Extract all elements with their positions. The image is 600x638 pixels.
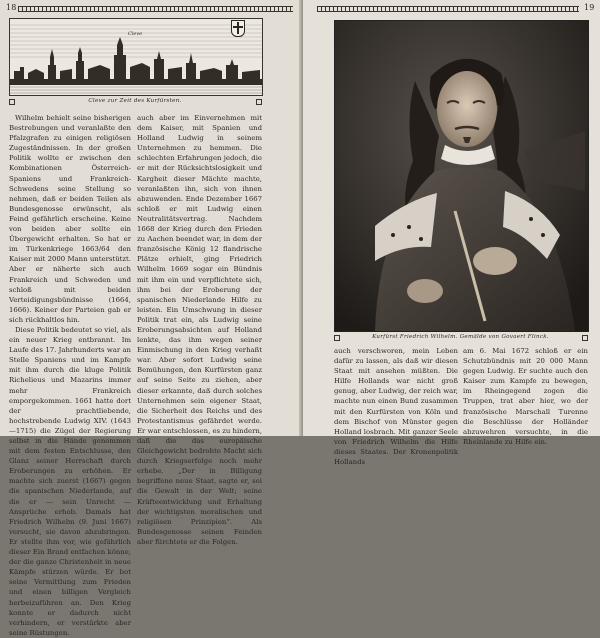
text-column-4 [463, 346, 588, 446]
portrait-caption: Kurfürst Friedrich Wilhelm. Gemälde von Govaert Flinck. [372, 334, 549, 340]
right-page [303, 0, 600, 467]
city-engraving [9, 18, 263, 96]
engraving-label: Cleve [128, 31, 143, 37]
text-column-3 [334, 346, 458, 467]
paragraph: am 6. Mai 1672 schloß er ein Schutzbündnis mit 20 000 Mann gegen Ludwig. Er suchte auch den Kaiser zum Kampfe zu bewegen, im Rheingegend zogen die Truppen, trat aber hier, wo der französische Marschall Turenne die Beschlüsse der Holländer abzuwehren versuchte, in die Rheinlande zu Hilfe ein. [463, 347, 588, 446]
paragraph: auch verschworen, mein Leben dafür zu lassen, als daß wir diesen Staat mit ansehen müßten. Die Hilfe Hollands war nicht groß genug, aber Ludwig, der reich war, machte nun einen Bund zusammen mit den Kurfürsten von Köln und dem Bischof von Münster gegen Holland losbrach. Mit ganzer Seele von Friedrich Wilhelm die Hilfe dieses Staates. Der Kronenpolitik Hollands [334, 347, 458, 467]
text-column-2 [137, 113, 262, 546]
left-page-number: 18 [6, 3, 17, 12]
paragraph: Wilhelm behielt seine bisherigen Bestrebungen und veranlaßte den Pfalzgrafen zu einigen religiösen Zugeständnissen. In der großen Politik wollte er zwischen den Kombinationen Österreich-Spaniens und Frankreich-Schwedens seine Stellung so nehmen, daß er beiden Teilen als Bundesgenosse erwünscht, als Feind gefährlich erscheine. Keine von beiden aber sollte ein Übergewicht erhalten. So hat er im Türkenkriege 1663/64 den Kaiser mit 2000 Mann unterstützt. Aber er näherte sich auch Frankreich und Schweden und schloß mit beiden Verteidigungsbündnisse (1664, 1666). Keiner der Parteien gab er sich rückhaltlos hin. [9, 114, 131, 324]
engraving-caption: Cleve zur Zeit des Kurfürsten. [88, 98, 182, 104]
text-column-1 [9, 113, 131, 637]
header-ornament [18, 6, 293, 12]
header-ornament [317, 6, 579, 12]
right-page-number: 19 [584, 3, 595, 12]
elector-portrait [335, 21, 588, 331]
cleve-panorama [10, 19, 262, 95]
paragraph: Diese Politik bedeutet so viel, als ein neuer Krieg entbrannt. Im Laufe des 17. Jahrhunderts war an Stelle Spaniens und im Kampfe mit ihm durch die kluge Politik Richelieus und Mazarins immer mehr Frankreich emporgekommen. 1661 hatte dort der prachtliebende, hochstrebende Ludwig XIV. (1643—1715) die Zügel der Regierung selbst in die Hände genommen mit dem festen Entschlusse, den Glanz seiner Herrschaft durch Eroberungen zu erhöhen. Er machte sich zuerst (1667) gegen die spanischen Niederlande, auf die er — sein Unrecht — Ansprüche erhob. Damals hat Friedrich Wilhelm (9. Juni 1667) versucht, sie davon abzubringen. Er stellte ihm vor, wie gefährlich dieser Ein Brand entfachen könne, der die ganze Christenheit in neue Kämpfe stürzen würde. Er bot seine Vermittlung zum Frieden und einen billigen Vergleich herbeizuführen an. Den Krieg konnte er dadurch nicht verhindern, er verstärkte aber seine Rüstungen. [9, 325, 131, 637]
caption-mark-icon [582, 335, 588, 341]
coat-of-arms-icon [231, 20, 245, 37]
portrait-painting [334, 20, 589, 332]
paragraph: auch aber im Einvernehmen mit dem Kaiser, mit Spanien und Holland Ludwig in seinem Unternehmen zu hemmen. Die schlechten Erfahrungen jedoch, die er mit der Rücksichtslosigkeit und Kargheit dieser Mächte machte, veranlaßten ihn, sich von ihnen abzuwenden. Ende Dezember 1667 schloß er mit Ludwig einen Neutralitätsvertrag. Nachdem 1668 der Krieg durch den Frieden zu Aachen beendet war, in dem der französische König 12 flandrische Plätze erhielt, ging Friedrich Wilhelm 1669 sogar ein Bündnis mit ihm ein und verpflichtete sich, ihm bei der Eroberung der spanischen Niederlande Hilfe zu leisten. Ein Umschwung in dieser Politik trat ein, als Ludwig seine Eroberungsabsichten auf Holland lenkte, das ihm wegen seiner Einmischung in den Krieg verhaßt war. Aber sofort Ludwig seine Bemühungen, den Kurfürsten ganz auf seine Seite zu ziehen, aber dieser erkannte, daß durch solches Unternehmen sein eigener Staat, die Sicherheit des Reichs und des Protestantismus gefährdet werde. Er war entschlossen, es zu hindern, daß die das europäische Gleichgewicht bedrohte Macht sich durch Kriegserfolge noch mehr erhebe. „Der in Billigung begriffene neue Staat, sagte er, sei die Gewalt in der Welt; seine Kräfteentwicklung und Erhaltung der wichtigsten moralischen und religiösen Prinzipien“. Als Bundesgenosse seinen Feinden aber fürchtete er die Folgen. [137, 114, 262, 546]
caption-mark-icon [256, 99, 262, 105]
